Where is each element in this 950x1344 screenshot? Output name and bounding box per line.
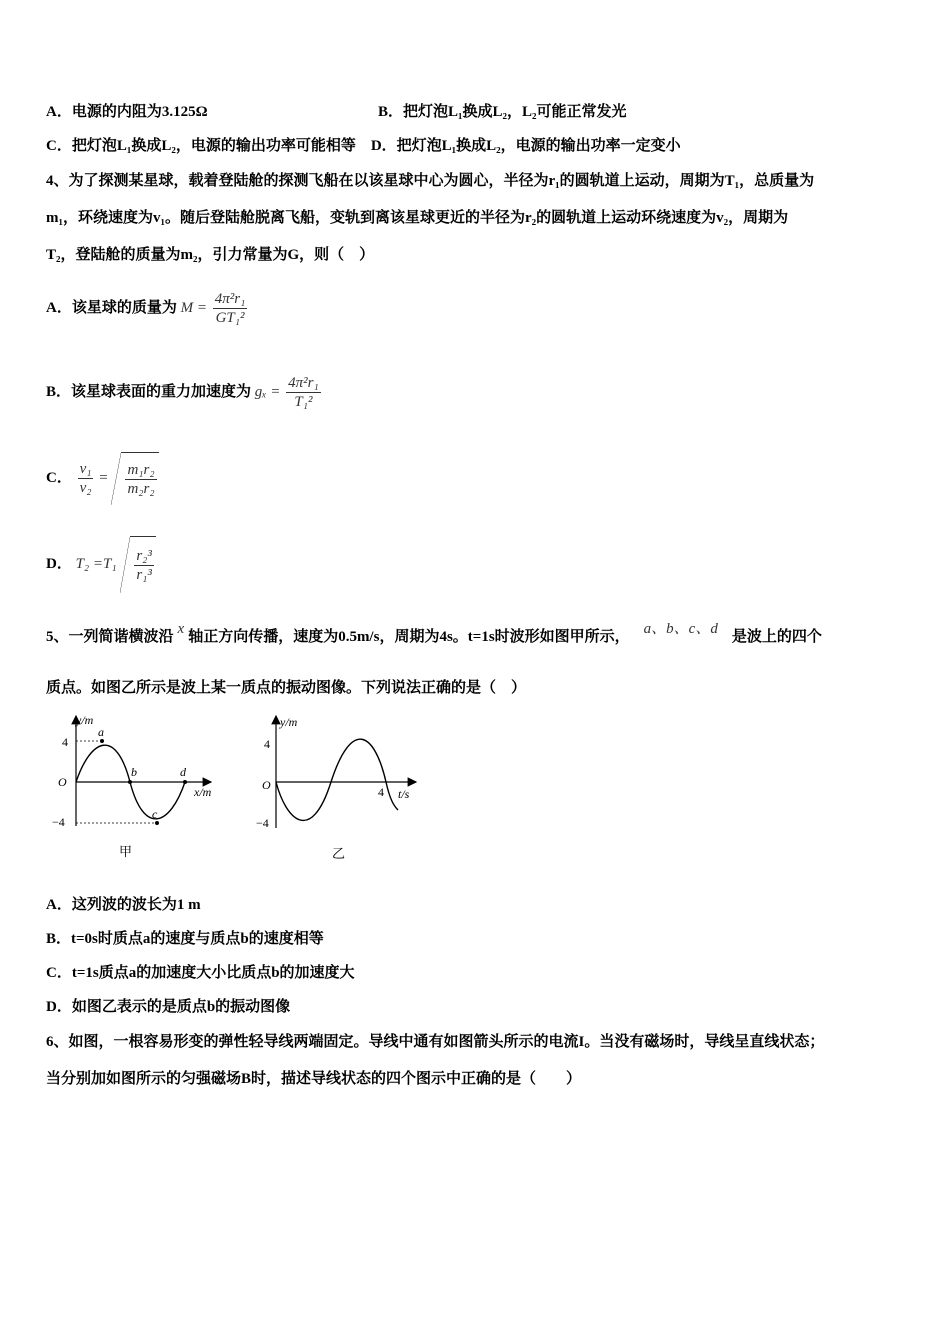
q4-formula-c-lnum: v₁ <box>79 461 92 478</box>
q4-formula-d-den: r₁³ <box>136 567 152 584</box>
wave-graph-jia <box>46 708 236 863</box>
q4-formula-c-lden: v₂ <box>79 480 92 497</box>
graph2-xtick: 4 <box>378 785 384 799</box>
q5-option-a: A．这列波的波长为1 m <box>46 897 201 913</box>
q5-stem-line1 <box>46 621 822 647</box>
q4-formula-a-fraction <box>213 290 248 327</box>
graph2-ytick-top: 4 <box>264 737 270 751</box>
q5-points-symbols: a、b、c、d <box>643 621 718 637</box>
q4-formula-d-fraction <box>134 547 154 584</box>
q3-option-b: B．把灯泡L₁换成L₂，L₂可能正常发光 <box>378 104 627 120</box>
q4-stem-line1: 4、为了探测某星球，载着登陆舱的探测飞船在以该星球中心为圆心，半径为r₁的圆轨道上运动，周期为T₁，总质量为 <box>46 173 815 189</box>
q5-stem-part1: 5、一列简谐横波沿 <box>46 629 174 645</box>
q4-formula-d-sqrt <box>130 536 156 593</box>
q4-option-a <box>46 284 249 332</box>
q4-formula-a-lhs: M = <box>180 300 207 316</box>
q4-formula-c-right <box>125 461 156 498</box>
q4-formula-b-num: 4π²r₁ <box>288 375 319 392</box>
q4-option-a-label: A．该星球的质量为 <box>46 300 177 316</box>
point-c <box>155 821 159 825</box>
q4-formula-c-sqrt <box>121 452 158 505</box>
q4-stem-line2: m₁，环绕速度为v₁。随后登陆舱脱离飞船，变轨到离该星球更近的半径为r₂的圆轨道上运动环绕速度为v₂，周期为 <box>46 210 789 226</box>
q4-formula-b-lhs: gₓ = <box>254 384 281 400</box>
q4-formula-b-fraction <box>286 374 321 411</box>
q4-formula-a-num: 4π²r₁ <box>214 291 246 308</box>
graph2-caption: 乙 <box>332 846 346 861</box>
graph1-ytick-bottom: −4 <box>52 815 65 829</box>
q4-option-d-label: D． <box>46 556 72 572</box>
q4-formula-d-lhs: T₂ =T₁ <box>75 556 117 572</box>
q4-option-b-label: B．该星球表面的重力加速度为 <box>46 384 252 400</box>
q4-option-c-label: C． <box>46 470 72 486</box>
graph2-ytick-bottom: −4 <box>256 816 269 830</box>
q4-stem-line3: T₂，登陆舱的质量为m₂，引力常量为G，则（ ） <box>46 247 375 263</box>
q3-option-cd: C．把灯泡L₁换成L₂，电源的输出功率可能相等 D．把灯泡L₁换成L₂，电源的输出功率一定变小 <box>46 138 681 154</box>
q4-formula-d-num: r₂³ <box>136 548 152 565</box>
q5-option-c: C．t=1s质点a的加速度大小比质点b的加速度大 <box>46 965 355 981</box>
q5-option-d: D．如图乙表示的是质点b的振动图像 <box>46 999 291 1015</box>
graph2-vibration-curve <box>276 739 398 820</box>
point-d <box>183 780 187 784</box>
graph1-ylabel: y/m <box>76 713 94 727</box>
graph2-xlabel: t/s <box>398 787 410 801</box>
graph1-ytick-top: 4 <box>62 735 68 749</box>
q4-formula-a-den: GT₁² <box>215 310 245 327</box>
point-a <box>100 739 104 743</box>
q4-formula-c-eq: = <box>99 470 108 486</box>
q5-stem-part3: 是波上的四个 <box>731 629 822 645</box>
graph2-ylabel: y/m <box>280 715 298 729</box>
q4-formula-b-den: T₁² <box>294 394 313 411</box>
q4-option-b <box>46 368 323 416</box>
graph1-origin: O <box>58 775 67 789</box>
q4-option-d <box>46 536 156 593</box>
q5-option-b: B．t=0s时质点a的速度与质点b的速度相等 <box>46 931 324 947</box>
graph1-caption: 甲 <box>119 844 133 859</box>
q4-formula-c-left <box>78 460 94 497</box>
q4-formula-c-rnum: m₁r₂ <box>127 462 155 479</box>
q3-option-a: A．电源的内阻为3.125Ω <box>46 104 208 120</box>
point-b <box>128 780 132 784</box>
graph1-xlabel: x/m <box>194 785 212 799</box>
q5-axis-symbol: x <box>177 621 185 637</box>
q6-stem-line1: 6、如图，一根容易形变的弹性轻导线两端固定。导线中通有如图箭头所示的电流I。当没有磁场时，导线呈直线状态； <box>46 1034 825 1050</box>
q4-formula-c-rden: m₂r₂ <box>127 481 155 498</box>
label-d: d <box>180 765 186 779</box>
q5-stem-line2: 质点。如图乙所示是波上某一质点的振动图像。下列说法正确的是（ ） <box>46 680 527 696</box>
q6-stem-line2: 当分别加如图所示的匀强磁场B时，描述导线状态的四个图示中正确的是（ ） <box>46 1071 582 1087</box>
q5-stem-part2: 轴正方向传播，速度为0.5m/s，周期为4s。t=1s时波形如图甲所示， <box>188 629 630 645</box>
label-a: a <box>98 725 104 739</box>
label-b: b <box>131 765 137 779</box>
label-c: c <box>152 807 158 821</box>
q4-option-c <box>46 452 159 505</box>
graph2-origin: O <box>262 778 271 792</box>
vibration-graph-yi <box>256 710 426 865</box>
